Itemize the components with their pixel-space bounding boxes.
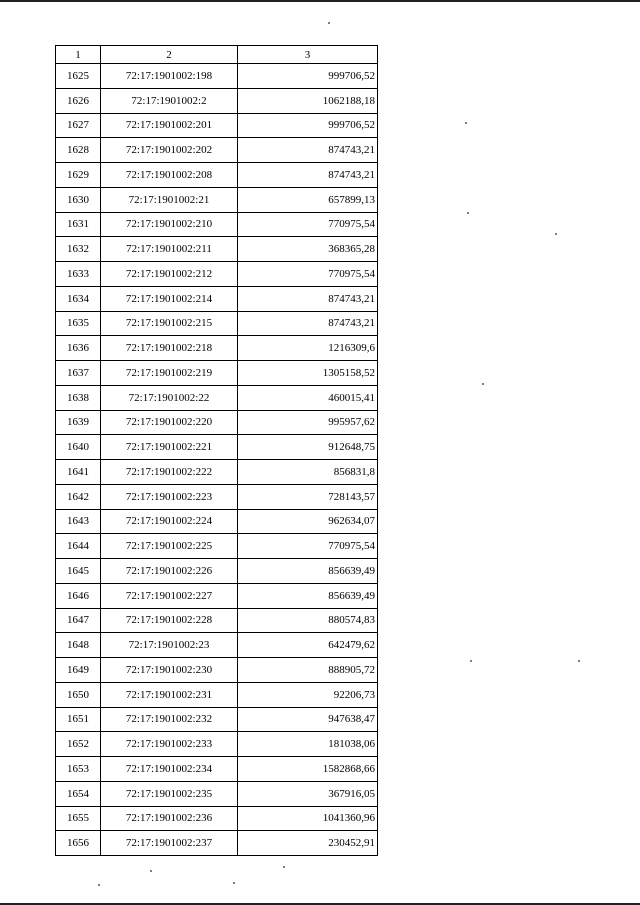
- row-number-cell: 1639: [56, 410, 101, 435]
- row-number-cell: 1655: [56, 806, 101, 831]
- row-number-cell: 1640: [56, 435, 101, 460]
- scan-speck: [98, 884, 100, 886]
- column-header-2: 2: [101, 46, 238, 64]
- cadastral-number-cell: 72:17:1901002:208: [101, 163, 238, 188]
- cadastral-value-cell: 728143,57: [238, 484, 378, 509]
- row-number-cell: 1637: [56, 361, 101, 386]
- cadastral-value-cell: 1216309,6: [238, 336, 378, 361]
- cadastral-number-cell: 72:17:1901002:232: [101, 707, 238, 732]
- row-number-cell: 1646: [56, 583, 101, 608]
- cadastral-number-cell: 72:17:1901002:231: [101, 682, 238, 707]
- table-row: [56, 583, 378, 608]
- table-row: [56, 163, 378, 188]
- row-number-cell: 1636: [56, 336, 101, 361]
- table-row: [56, 286, 378, 311]
- row-number-cell: 1629: [56, 163, 101, 188]
- table-row: [56, 138, 378, 163]
- cadastral-number-cell: 72:17:1901002:220: [101, 410, 238, 435]
- table-row: [56, 559, 378, 584]
- cadastral-value-cell: 999706,52: [238, 113, 378, 138]
- cadastral-value-cell: 874743,21: [238, 138, 378, 163]
- scan-speck: [465, 122, 467, 124]
- cadastral-number-cell: 72:17:1901002:201: [101, 113, 238, 138]
- row-number-cell: 1649: [56, 658, 101, 683]
- cadastral-number-cell: 72:17:1901002:237: [101, 831, 238, 856]
- table-header-row: [56, 46, 378, 64]
- scan-speck: [150, 870, 152, 872]
- cadastral-value-cell: 642479,62: [238, 633, 378, 658]
- row-number-cell: 1643: [56, 509, 101, 534]
- scan-speck: [283, 866, 285, 868]
- table-row: [56, 385, 378, 410]
- cadastral-number-cell: 72:17:1901002:226: [101, 559, 238, 584]
- cadastral-value-cell: 874743,21: [238, 311, 378, 336]
- cadastral-value-cell: 230452,91: [238, 831, 378, 856]
- table-row: [56, 361, 378, 386]
- scan-speck: [470, 660, 472, 662]
- table-row: [56, 311, 378, 336]
- cadastral-value-cell: 1041360,96: [238, 806, 378, 831]
- cadastral-number-cell: 72:17:1901002:212: [101, 262, 238, 287]
- table-row: [56, 781, 378, 806]
- row-number-cell: 1654: [56, 781, 101, 806]
- table-row: [56, 831, 378, 856]
- cadastral-value-cell: 874743,21: [238, 163, 378, 188]
- cadastral-value-cell: 856831,8: [238, 460, 378, 485]
- cadastral-value-cell: 92206,73: [238, 682, 378, 707]
- cadastral-number-cell: 72:17:1901002:210: [101, 212, 238, 237]
- scan-speck: [328, 22, 330, 24]
- table-row: [56, 608, 378, 633]
- cadastral-value-cell: 947638,47: [238, 707, 378, 732]
- row-number-cell: 1641: [56, 460, 101, 485]
- cadastral-value-cell: 874743,21: [238, 286, 378, 311]
- row-number-cell: 1627: [56, 113, 101, 138]
- cadastral-number-cell: 72:17:1901002:215: [101, 311, 238, 336]
- table-body: [56, 64, 378, 856]
- table-row: [56, 682, 378, 707]
- cadastral-number-cell: 72:17:1901002:228: [101, 608, 238, 633]
- cadastral-number-cell: 72:17:1901002:222: [101, 460, 238, 485]
- column-header-1: 1: [56, 46, 101, 64]
- row-number-cell: 1642: [56, 484, 101, 509]
- cadastral-number-cell: 72:17:1901002:211: [101, 237, 238, 262]
- cadastral-number-cell: 72:17:1901002:21: [101, 187, 238, 212]
- table-row: [56, 484, 378, 509]
- table-row: [56, 262, 378, 287]
- cadastral-value-cell: 1305158,52: [238, 361, 378, 386]
- cadastral-value-cell: 995957,62: [238, 410, 378, 435]
- cadastral-value-cell: 770975,54: [238, 262, 378, 287]
- row-number-cell: 1647: [56, 608, 101, 633]
- row-number-cell: 1653: [56, 757, 101, 782]
- cadastral-number-cell: 72:17:1901002:235: [101, 781, 238, 806]
- cadastral-number-cell: 72:17:1901002:234: [101, 757, 238, 782]
- row-number-cell: 1634: [56, 286, 101, 311]
- row-number-cell: 1644: [56, 534, 101, 559]
- column-header-3: 3: [238, 46, 378, 64]
- row-number-cell: 1626: [56, 88, 101, 113]
- cadastral-value-cell: 912648,75: [238, 435, 378, 460]
- table-row: [56, 757, 378, 782]
- cadastral-number-cell: 72:17:1901002:224: [101, 509, 238, 534]
- cadastral-value-cell: 888905,72: [238, 658, 378, 683]
- cadastral-number-cell: 72:17:1901002:214: [101, 286, 238, 311]
- table-row: [56, 237, 378, 262]
- cadastral-value-cell: 856639,49: [238, 559, 378, 584]
- table-row: [56, 732, 378, 757]
- cadastral-value-cell: 460015,41: [238, 385, 378, 410]
- cadastral-number-cell: 72:17:1901002:22: [101, 385, 238, 410]
- cadastral-value-cell: 1582868,66: [238, 757, 378, 782]
- table-row: [56, 658, 378, 683]
- cadastral-value-cell: 770975,54: [238, 534, 378, 559]
- row-number-cell: 1650: [56, 682, 101, 707]
- cadastral-value-cell: 999706,52: [238, 64, 378, 89]
- row-number-cell: 1625: [56, 64, 101, 89]
- row-number-cell: 1645: [56, 559, 101, 584]
- table-row: [56, 336, 378, 361]
- table-row: [56, 633, 378, 658]
- cadastral-number-cell: 72:17:1901002:221: [101, 435, 238, 460]
- scan-speck: [467, 212, 469, 214]
- table-row: [56, 707, 378, 732]
- row-number-cell: 1652: [56, 732, 101, 757]
- scan-speck: [555, 233, 557, 235]
- table-row: [56, 113, 378, 138]
- cadastral-number-cell: 72:17:1901002:227: [101, 583, 238, 608]
- cadastral-number-cell: 72:17:1901002:225: [101, 534, 238, 559]
- cadastral-value-cell: 657899,13: [238, 187, 378, 212]
- table-row: [56, 509, 378, 534]
- cadastral-value-cell: 880574,83: [238, 608, 378, 633]
- row-number-cell: 1656: [56, 831, 101, 856]
- cadastral-value-cell: 770975,54: [238, 212, 378, 237]
- cadastral-value-cell: 962634,07: [238, 509, 378, 534]
- cadastral-number-cell: 72:17:1901002:202: [101, 138, 238, 163]
- cadastral-number-cell: 72:17:1901002:2: [101, 88, 238, 113]
- cadastral-value-cell: 856639,49: [238, 583, 378, 608]
- row-number-cell: 1633: [56, 262, 101, 287]
- table-row: [56, 212, 378, 237]
- table-row: [56, 187, 378, 212]
- cadastral-value-cell: 1062188,18: [238, 88, 378, 113]
- row-number-cell: 1632: [56, 237, 101, 262]
- cadastral-number-cell: 72:17:1901002:230: [101, 658, 238, 683]
- row-number-cell: 1631: [56, 212, 101, 237]
- cadastral-number-cell: 72:17:1901002:198: [101, 64, 238, 89]
- cadastral-number-cell: 72:17:1901002:23: [101, 633, 238, 658]
- cadastral-number-cell: 72:17:1901002:223: [101, 484, 238, 509]
- cadastral-number-cell: 72:17:1901002:233: [101, 732, 238, 757]
- cadastral-value-cell: 368365,28: [238, 237, 378, 262]
- row-number-cell: 1630: [56, 187, 101, 212]
- scan-speck: [578, 660, 580, 662]
- table-row: [56, 410, 378, 435]
- scan-speck: [482, 383, 484, 385]
- scan-speck: [233, 882, 235, 884]
- page-top-edge: [0, 0, 640, 2]
- table-row: [56, 806, 378, 831]
- cadastral-number-cell: 72:17:1901002:218: [101, 336, 238, 361]
- table-row: [56, 435, 378, 460]
- table-row: [56, 460, 378, 485]
- cadastral-number-cell: 72:17:1901002:236: [101, 806, 238, 831]
- row-number-cell: 1648: [56, 633, 101, 658]
- cadastral-number-cell: 72:17:1901002:219: [101, 361, 238, 386]
- table-row: [56, 88, 378, 113]
- row-number-cell: 1635: [56, 311, 101, 336]
- cadastral-value-cell: 367916,05: [238, 781, 378, 806]
- row-number-cell: 1651: [56, 707, 101, 732]
- table-row: [56, 534, 378, 559]
- row-number-cell: 1638: [56, 385, 101, 410]
- row-number-cell: 1628: [56, 138, 101, 163]
- cadastral-value-cell: 181038,06: [238, 732, 378, 757]
- cadastral-value-table: [55, 45, 378, 856]
- table-row: [56, 64, 378, 89]
